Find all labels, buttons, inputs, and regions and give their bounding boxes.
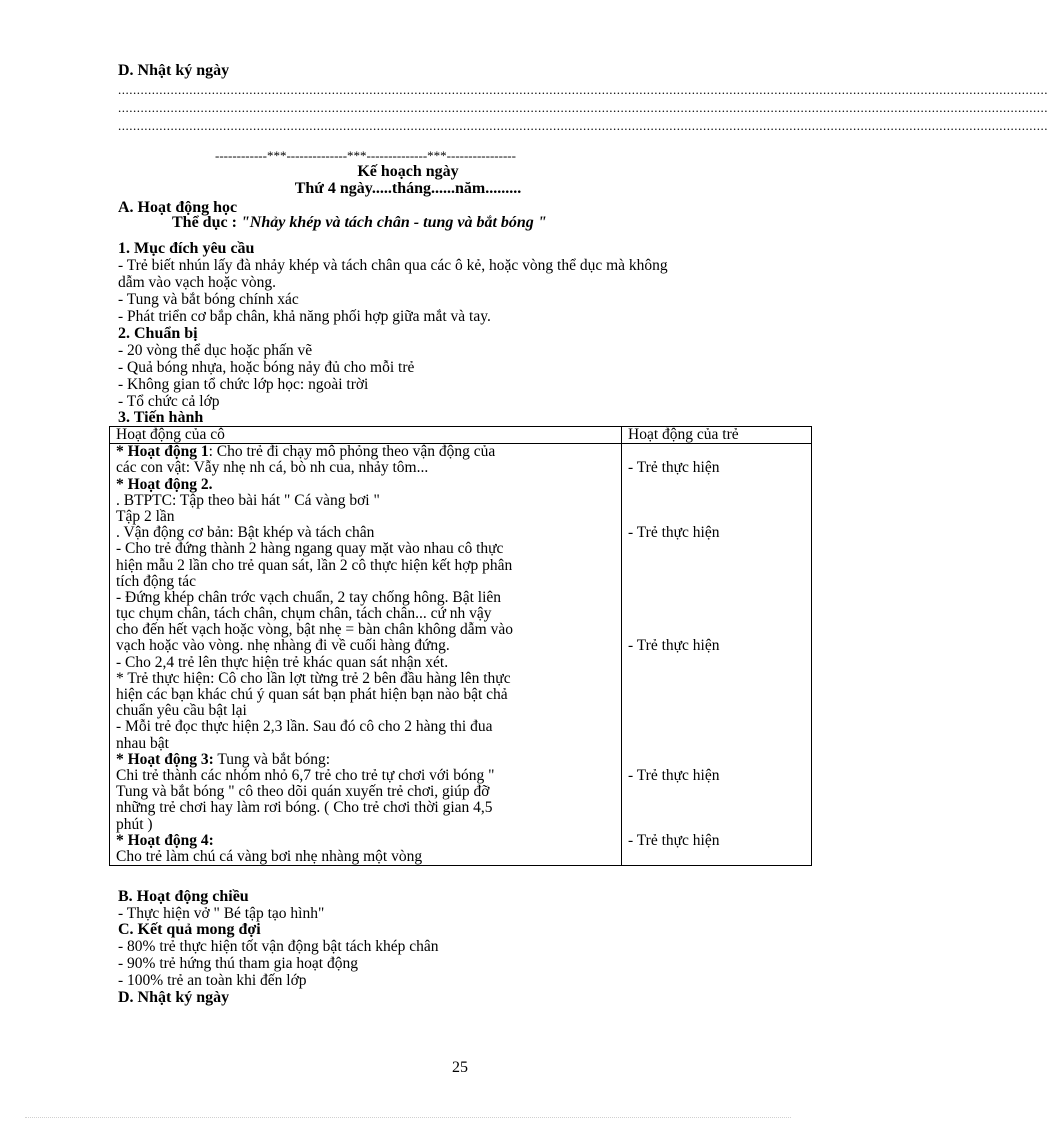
activity-table (109, 426, 812, 866)
activity-text: cho đến hết vạch hoặc vòng, bật nhẹ = bàn chân không dẫm vào (116, 621, 513, 639)
activity-text: - Mỗi trẻ đọc thực hiện 2,3 lần. Sau đó cô cho 2 hàng thi đua (116, 718, 493, 736)
subject-label: Thể dục : (172, 214, 237, 231)
prep-item: - Tổ chức cả lớp (118, 393, 220, 410)
child-line: - Trẻ thực hiện (628, 831, 720, 849)
teacher-line (116, 574, 621, 590)
teacher-line (116, 817, 621, 833)
activity-text: Cho trẻ làm chú cá vàng bơi nhẹ nhàng một vòng (116, 847, 423, 865)
teacher-line (116, 703, 621, 719)
child-line (628, 541, 811, 557)
teacher-line (116, 638, 621, 654)
subject-title: "Nhảy khép và tách chân - tung và bắt bóng " (240, 214, 547, 231)
activity-text: Tập 2 lần (116, 507, 175, 525)
teacher-line (116, 687, 621, 703)
teacher-activities-cell (110, 444, 622, 866)
process-heading: 3. Tiến hành (118, 409, 204, 426)
section-c-heading: C. Kết quả mong đợi (118, 921, 261, 938)
goals-heading: 1. Mục đích yêu cầu (118, 240, 255, 257)
child-line (628, 784, 811, 800)
child-line (628, 622, 811, 638)
teacher-line (116, 590, 621, 606)
result-item: - 80% trẻ thực hiện tốt vận động bật tách khép chân (118, 938, 439, 955)
col-header-teacher: Hoạt động của cô (110, 427, 622, 444)
activity-text: tích động tác (116, 572, 197, 590)
goal-item: - Tung và bắt bóng chính xác (118, 291, 299, 308)
teacher-line (116, 736, 621, 752)
activity-text: những trẻ chơi hay làm rơi bóng. ( Cho trẻ chơi thời gian 4,5 (116, 799, 493, 817)
activity-text: chuẩn yêu cầu bật lại (116, 702, 247, 720)
teacher-line (116, 477, 621, 493)
dotted-line: ........................................................................................................................................................................................................................................................ (118, 82, 1048, 97)
activity-text: . Vận động cơ bản: Bật khép và tách chân (116, 524, 375, 542)
teacher-line (116, 719, 621, 735)
prep-item: - 20 vòng thể dục hoặc phấn vẽ (118, 342, 313, 359)
activity-text: phút ) (116, 815, 153, 833)
teacher-line (116, 800, 621, 816)
teacher-line (116, 444, 621, 460)
plan-date: Thứ 4 ngày.....tháng......năm......... (294, 180, 522, 197)
teacher-line (116, 606, 621, 622)
activity-text: Tung và bắt bóng " cô theo dõi quán xuyến trẻ chơi, giúp đỡ (116, 783, 490, 801)
teacher-line (116, 460, 621, 476)
afternoon-item: - Thực hiện vở " Bé tập tạo hình" (118, 905, 325, 922)
child-line (628, 719, 811, 735)
activity-text: các con vật: Vẫy nhẹ nh cá, bò nh cua, nhảy tôm... (116, 459, 429, 477)
activity-text: Tung và bắt bóng: (213, 750, 331, 768)
activity-text: - Cho 2,4 trẻ lên thực hiện trẻ khác quan sát nhận xét. (116, 653, 449, 671)
activity-text: Chi trẻ thành các nhóm nhỏ 6,7 trẻ cho trẻ tự chơi với bóng " (116, 766, 495, 784)
col-header-child: Hoạt động của trẻ (622, 427, 812, 444)
child-activities-cell (622, 444, 812, 866)
result-item: - 90% trẻ hứng thú tham gia hoạt động (118, 955, 358, 972)
goal-item: - Trẻ biết nhún lấy đà nhảy khép và tách chân qua các ô kẻ, hoặc vòng thể dục mà không (118, 257, 668, 274)
diary-heading-bottom: D. Nhật ký ngày (118, 989, 230, 1006)
activity-text: tục chụm chân, tách chân, chụm chân, tách chân... cứ nh vậy (116, 605, 492, 623)
teacher-line (116, 849, 621, 865)
child-line (628, 671, 811, 687)
dotted-line: ........................................................................................................................................................................................................................................................ (118, 118, 1048, 133)
teacher-line (116, 493, 621, 509)
child-line: - Trẻ thực hiện (628, 524, 720, 542)
child-line: - Trẻ thực hiện (628, 637, 720, 655)
activity-label: * Hoạt động 3: (116, 750, 214, 768)
activity-label: * Hoạt động 4: (116, 831, 214, 849)
child-line (628, 687, 811, 703)
prep-item: - Quả bóng nhựa, hoặc bóng nảy đủ cho mỗi trẻ (118, 359, 415, 376)
activity-text: : Cho trẻ đi chạy mô phỏng theo vận động của (208, 443, 496, 461)
activity-text: vạch hoặc vào vòng. nhẹ nhàng đi về cuối hàng đứng. (116, 637, 450, 655)
activity-text: nhau bật (116, 734, 169, 752)
activity-text: * Trẻ thực hiện: Cô cho lần lợt từng trẻ 2 bên đầu hàng lên thực (116, 669, 511, 687)
activity-text: hiện các bạn khác chú ý quan sát bạn phát hiện bạn nào bật chả (116, 686, 508, 704)
child-line (628, 493, 811, 509)
dotted-line: ........................................................................................................................................................................................................................................................ (118, 100, 1048, 115)
activity-label: * Hoạt động 1 (116, 443, 209, 461)
teacher-line (116, 558, 621, 574)
teacher-line (116, 541, 621, 557)
child-line (628, 606, 811, 622)
prep-heading: 2. Chuẩn bị (118, 325, 198, 342)
result-item: - 100% trẻ an toàn khi đến lớp (118, 972, 307, 989)
plan-title: Kế hoạch ngày (357, 163, 459, 180)
prep-item: - Không gian tổ chức lớp học: ngoài trời (118, 376, 369, 393)
goal-item: dẫm vào vạch hoặc vòng. (118, 274, 276, 291)
child-line (628, 477, 811, 493)
section-b-heading: B. Hoạt động chiều (118, 888, 249, 905)
child-line (628, 590, 811, 606)
activity-text: - Cho trẻ đứng thành 2 hàng ngang quay mặt vào nhau cô thực (116, 540, 504, 558)
section-a-heading: A. Hoạt động học (118, 199, 238, 216)
activity-text: - Đứng khép chân trớc vạch chuẩn, 2 tay chống hông. Bật liên (116, 588, 502, 606)
child-line (628, 800, 811, 816)
teacher-line (116, 509, 621, 525)
teacher-line (116, 833, 621, 849)
activity-label: * Hoạt động 2. (116, 475, 213, 493)
child-line (628, 817, 811, 833)
child-line (628, 752, 811, 768)
diary-heading-top: D. Nhật ký ngày (118, 62, 230, 79)
teacher-line (116, 655, 621, 671)
child-line: - Trẻ thực hiện (628, 459, 720, 477)
footer-divider (25, 1117, 791, 1118)
teacher-line (116, 784, 621, 800)
separator: ------------***--------------***--------------***---------------- (215, 148, 516, 163)
goal-item: - Phát triển cơ bắp chân, khả năng phối hợp giữa mắt và tay. (118, 308, 491, 325)
child-line: - Trẻ thực hiện (628, 766, 720, 784)
child-line (628, 574, 811, 590)
child-line (628, 444, 811, 460)
child-line (628, 509, 811, 525)
child-line (628, 558, 811, 574)
teacher-line (116, 768, 621, 784)
page-number: 25 (452, 1059, 468, 1076)
teacher-line (116, 622, 621, 638)
activity-text: . BTPTC: Tập theo bài hát " Cá vàng bơi " (116, 491, 380, 509)
child-line (628, 703, 811, 719)
teacher-line (116, 671, 621, 687)
child-line (628, 736, 811, 752)
activity-text: hiện mẫu 2 lần cho trẻ quan sát, lần 2 cô thực hiện kết hợp phân (116, 556, 513, 574)
teacher-line (116, 525, 621, 541)
teacher-line (116, 752, 621, 768)
child-line (628, 849, 811, 865)
subject-line (172, 214, 547, 232)
child-line (628, 655, 811, 671)
